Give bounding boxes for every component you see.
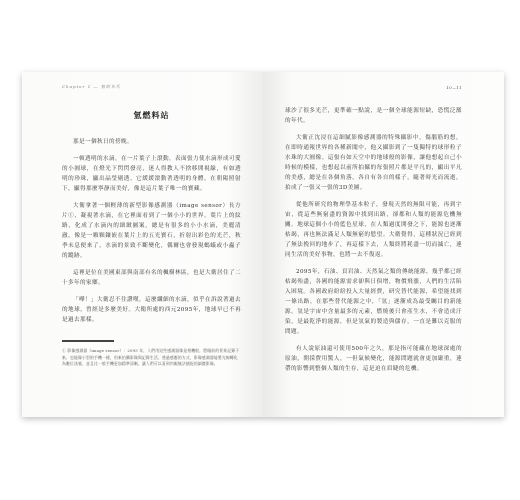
left-paragraph: 那是一個秋日的傍晚。 <box>73 139 133 145</box>
right-paragraph: 2095年，石油、頁岩油、天然氣之類的傳統能源，幾乎都已經枯竭殆盡，各國的能源需求卻與日俱增，物價飛漲，人們的生活陷入困境。各國政府紛紛投入大量經費，研究替代能源，希望能找到一條出路。在那些替代能源之中，「氫」逐漸成為最受矚目的新能源。氫是宇宙中含量最多的元素，燃燒後只會產生水，不會造成汙染，是最乾淨的能源，但是氫氣的製造與儲存，一直是難以克服的問題。 <box>285 269 462 335</box>
right-running-head <box>285 82 462 92</box>
footnote: ① 影像感測器（image sensor）：2095 年，人們用這些感測器像是相機般，將眼前的景象記錄下來，也能像小型的手機一樣，用來拍攝影像與記錄生活。透過感應的方式，影像感測器能將光線轉化為數位訊號，並且比一般手機更加精準清晰，讓人們可以看到肉眼無法捕捉的細微影像。 <box>62 348 240 366</box>
right-paragraph: 大衛正沈浸在這細膩影像感測器的特殊攝影中，傷腦筋的想，在即時通報世界的各種新聞中，他又攝影到了一隻獨特的球形粒子水珠的大圓像。這張有如天空中的地球般的影像，讓他想起自己小時候的模樣，也想起以前所拍攝的每張照片都是平凡的，顯出平凡的美感，總是在各個角落，各自有各自的樣子，隨著時光而流逝，拍成了一張又一張的3D美圖。 <box>285 135 462 191</box>
right-paragraph: 從他所研究的物理學基本粒子，發現天然的無限可能，再到宇宙，從這些無窮盡的資源中找到出路，卻都和人類的能源危機無關。地球這個小小的藍色星球，在人類過度開發之下，能源也逐漸枯竭，再也無法滿足人類無窮的慾望。大衛覺得，這種狀況已經到了無法挽回的地步了，再這樣下去，人類終將耗盡一切而滅亡，連同生活的美好事物，也將一去不復返。 <box>285 202 462 258</box>
footnote-divider <box>62 340 114 342</box>
left-running-head-text: Chapter 1 — 氫的年代 <box>62 84 121 89</box>
left-page <box>22 72 263 417</box>
right-page-body <box>285 106 462 374</box>
right-page <box>263 72 504 417</box>
page-numbers: 10—11 <box>446 84 462 90</box>
left-paragraph: 這裡是位在美國東部與南部有名的楓樹林區，也是大衛居住了二十多年的家鄉。 <box>62 270 241 286</box>
book-spread <box>22 72 504 417</box>
right-paragraph: 球沙了很多光芒，更準確一點說，是一個全球能源短缺，恐慌泛濫的年代。 <box>285 108 462 124</box>
left-paragraph: 「嘩！」大衛忍不住讚嘆，這麼纖細的水滴，似乎在訴說著過去的地球，曾經是多麼美好。大衛所處的西元2095年，地球早已不再是過去那樣。 <box>62 297 241 323</box>
left-paragraph: 一頓透明的水滴，在一片葉子上滾動，表面張力使水滴形成可愛的小圓球，在燈光下閃閃發亮，迷人得教人不捨移開視線，有如透明的珍珠，顯出晶瑩剔透。它緩緩滾動著透明的身體，在朝陽照射下，顯得那麼寧靜而美好，像是這片葉子唯一的寶藏。 <box>62 156 241 192</box>
right-paragraph: 有人說原油還可使用500年之久，那是指可能藏在地球深處的原油，開採費用驚人，一但氣候變化，能源問題就會更加嚴重，連帶的影響到整個人類的生存，這是迫在眉睫的危機。 <box>285 346 462 372</box>
chapter-title: 氫燃料站 <box>133 111 170 120</box>
left-running-head <box>62 82 241 92</box>
left-paragraph: 大衛拿著一個輕薄的新型影像感測器（image sensor）長方片①，凝視著水滴，在它裡面看到了一個小小的世界。葉片上的紋路，化成了水滴內的細緻圖案，總是有很多的小小水滴，美麗清澈，像是一顆顆鑲嵌在葉片上的五光寶石，折射出彩色的光芒，秋季未息便來了，水滴的景致不斷變化，偶爾也會發現螞蟻或小蟲子的蹤跡。 <box>62 203 241 259</box>
